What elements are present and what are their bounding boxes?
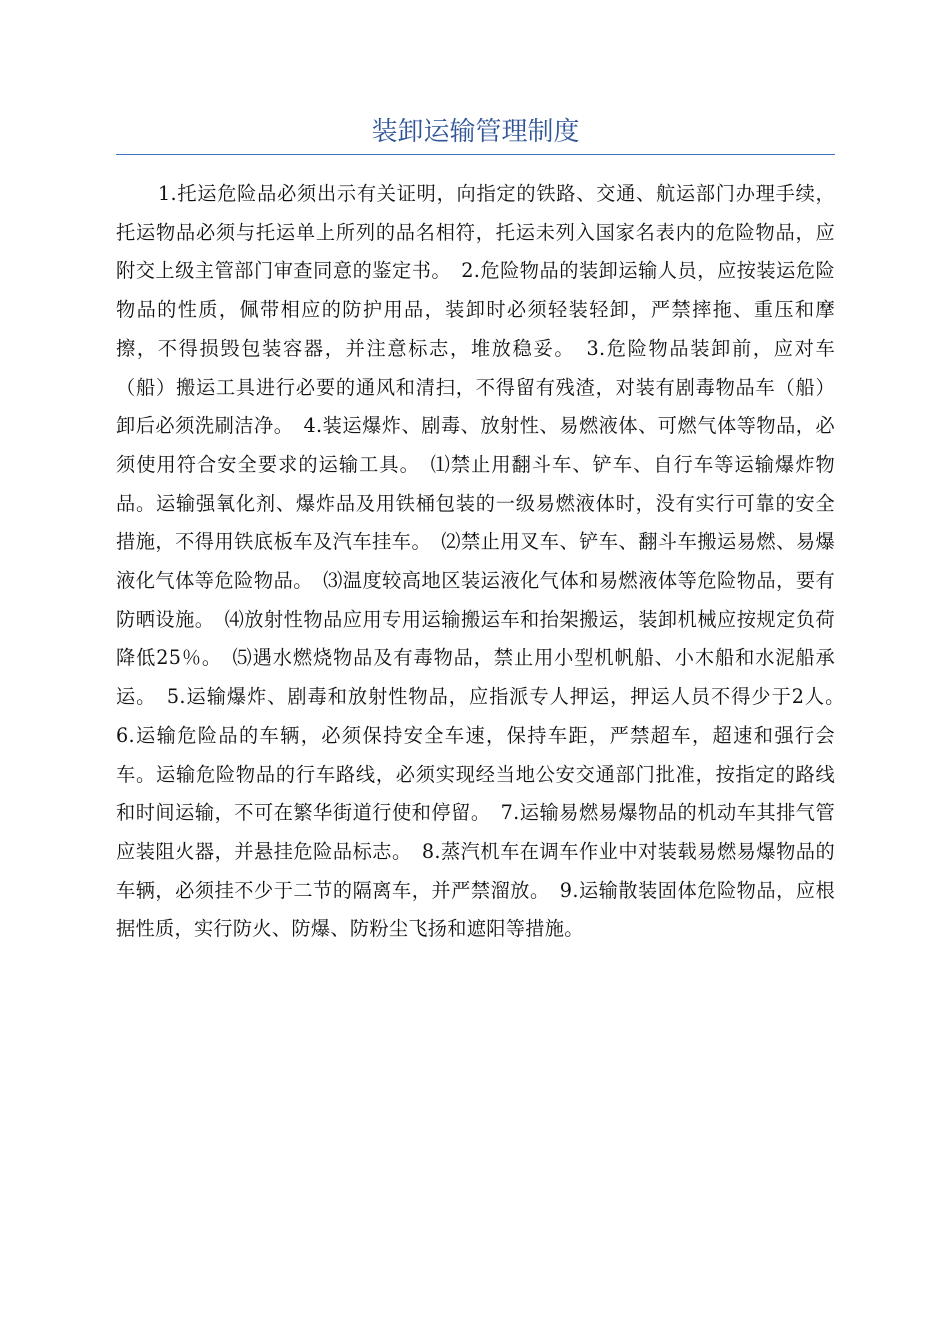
document-body: 1.托运危险品必须出示有关证明，向指定的铁路、交通、航运部门办理手续，托运物品必须与托运单上所列的品名相符，托运未列入国家名表内的危险物品，应附交上级主管部门审查同意的鉴定书。 2.危险物品的装卸运输人员，应按装运危险物品的性质，佩带相应的防护用品，装卸时必须轻装轻卸，严禁摔拖、重压和摩擦，不得损毁包装容器，并注意标志，堆放稳妥。 3.危险物品装卸前，应对车（船）搬运工具进行必要的通风和清扫，不得留有残渣，对装有剧毒物品车（船）卸后必须洗刷洁净。 4.装运爆炸、剧毒、放射性、易燃液体、可燃气体等物品，必须使用符合安全要求的运输工具。 ⑴禁止用翻斗车、铲车、自行车等运输爆炸物品。运输强氧化剂、爆炸品及用铁桶包装的一级易燃液体时，没有实行可靠的安全措施，不得用铁底板车及汽车挂车。 ⑵禁止用叉车、铲车、翻斗车搬运易燃、易爆液化气体等危险物品。 ⑶温度较高地区装运液化气体和易燃液体等危险物品，要有防晒设施。 ⑷放射性物品应用专用运输搬运车和抬架搬运，装卸机械应按规定负荷降低25％。 ⑸遇水燃烧物品及有毒物品，禁止用小型机帆船、小木船和水泥船承运。 5.运输爆炸、剧毒和放射性物品，应指派专人押运，押运人员不得少于2人。 6.运输危险品的车辆，必须保持安全车速，保持车距，严禁超车，超速和强行会车。运输危险物品的行车路线，必须实现经当地公安交通部门批准，按指定的路线和时间运输，不可在繁华街道行使和停留。 7.运输易燃易爆物品的机动车其排气管应装阻火器，并悬挂危险品标志。 8.蒸汽机车在调车作业中对装载易燃易爆物品的车辆，必须挂不少于二节的隔离车，并严禁溜放。 9.运输散装固体危险物品，应根据性质，实行防火、防爆、防粉尘飞扬和遮阳等措施。 xyxy=(116,182,855,941)
title-underline xyxy=(116,154,835,155)
document-title: 装卸运输管理制度 xyxy=(371,117,580,147)
